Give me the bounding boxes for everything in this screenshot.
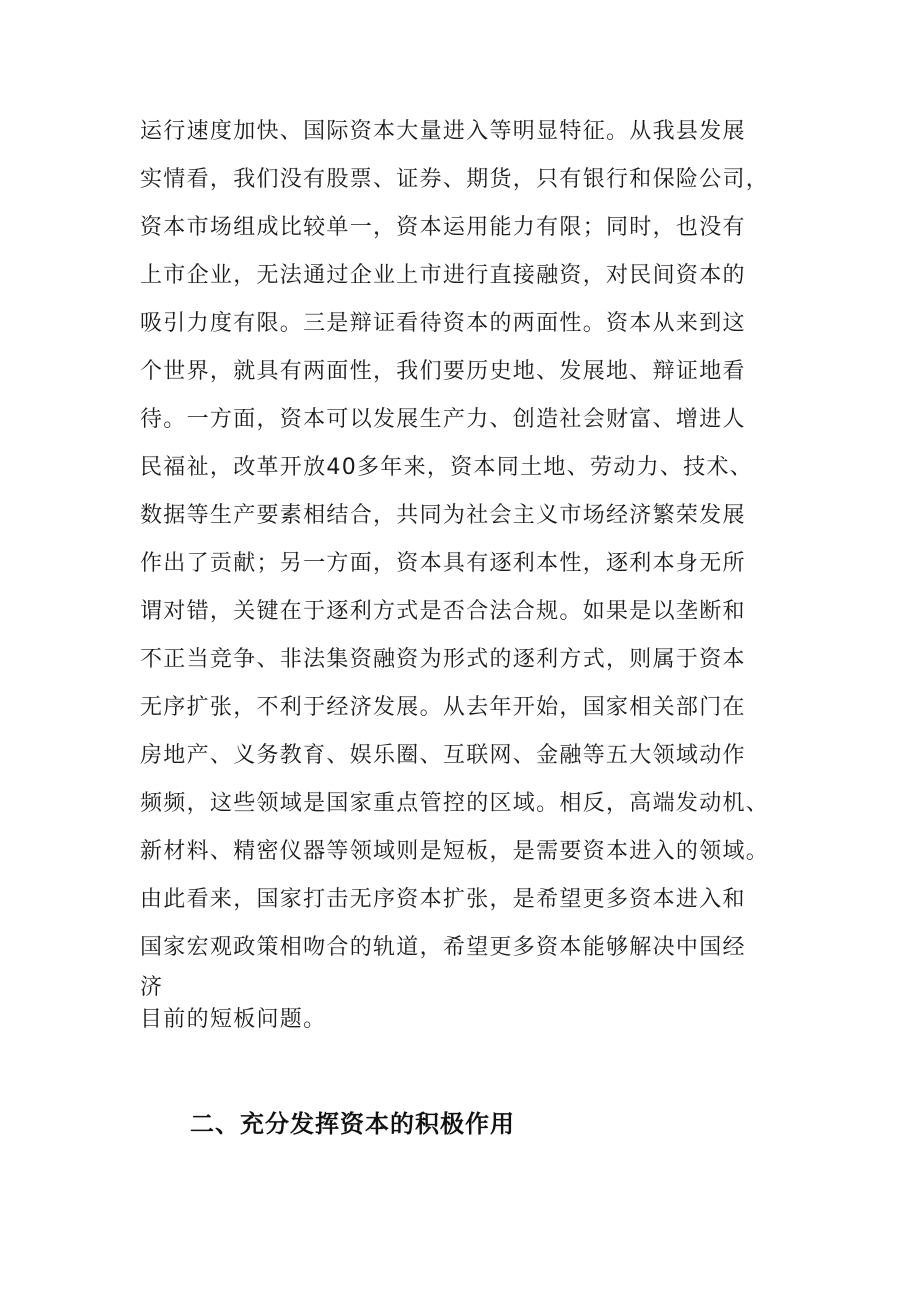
text-line: 不正当竞争、非法集资融资为形式的逐利方式，则属于资本 (140, 647, 746, 672)
text-line: 由此看来，国家打击无序资本扩张，是希望更多资本进入和 (140, 887, 746, 912)
text-line: 国家宏观政策相吻合的轨道，希望更多资本能够解决中国经 (140, 935, 746, 960)
text-line: 待。一方面，资本可以发展生产力、创造社会财富、增进人 (140, 407, 746, 432)
text-line: 资本市场组成比较单一，资本运用能力有限；同时，也没有 (140, 215, 746, 240)
text-line: 吸引力度有限。三是辩证看待资本的两面性。资本从来到这 (140, 311, 746, 336)
text-line: 目前的短板问题。 (140, 1007, 327, 1032)
text-line: 实情看，我们没有股票、证券、期货，只有银行和保险公司， (140, 167, 770, 192)
text-line: 济 (140, 975, 164, 1000)
text-line: 新材料、精密仪器等领域则是短板，是需要资本进入的领域。 (140, 839, 770, 864)
text-line: 作出了贡献；另一方面，资本具有逐利本性，逐利本身无所 (140, 551, 746, 576)
text-line: 个世界，就具有两面性，我们要历史地、发展地、辩证地看 (140, 359, 746, 384)
text-line: 房地产、义务教育、娱乐圈、互联网、金融等五大领域动作 (140, 743, 746, 768)
text-line: 数据等生产要素相结合，共同为社会主义市场经济繁荣发展 (140, 503, 746, 528)
text-line: 运行速度加快、国际资本大量进入等明显特征。从我县发展 (140, 119, 746, 144)
text-line: 谓对错，关键在于逐利方式是否合法合规。如果是以垄断和 (140, 599, 746, 624)
text-line: 无序扩张，不利于经济发展。从去年开始，国家相关部门在 (140, 695, 746, 720)
text-line: 民福祉，改革开放40多年来，资本同土地、劳动力、技术、 (140, 455, 754, 480)
text-line: 频频，这些领域是国家重点管控的区域。相反，高端发动机、 (140, 791, 770, 816)
text-line: 上市企业，无法通过企业上市进行直接融资，对民间资本的 (140, 263, 746, 288)
section-heading: 二、充分发挥资本的积极作用 (190, 1110, 515, 1138)
body-paragraph (140, 108, 800, 1036)
